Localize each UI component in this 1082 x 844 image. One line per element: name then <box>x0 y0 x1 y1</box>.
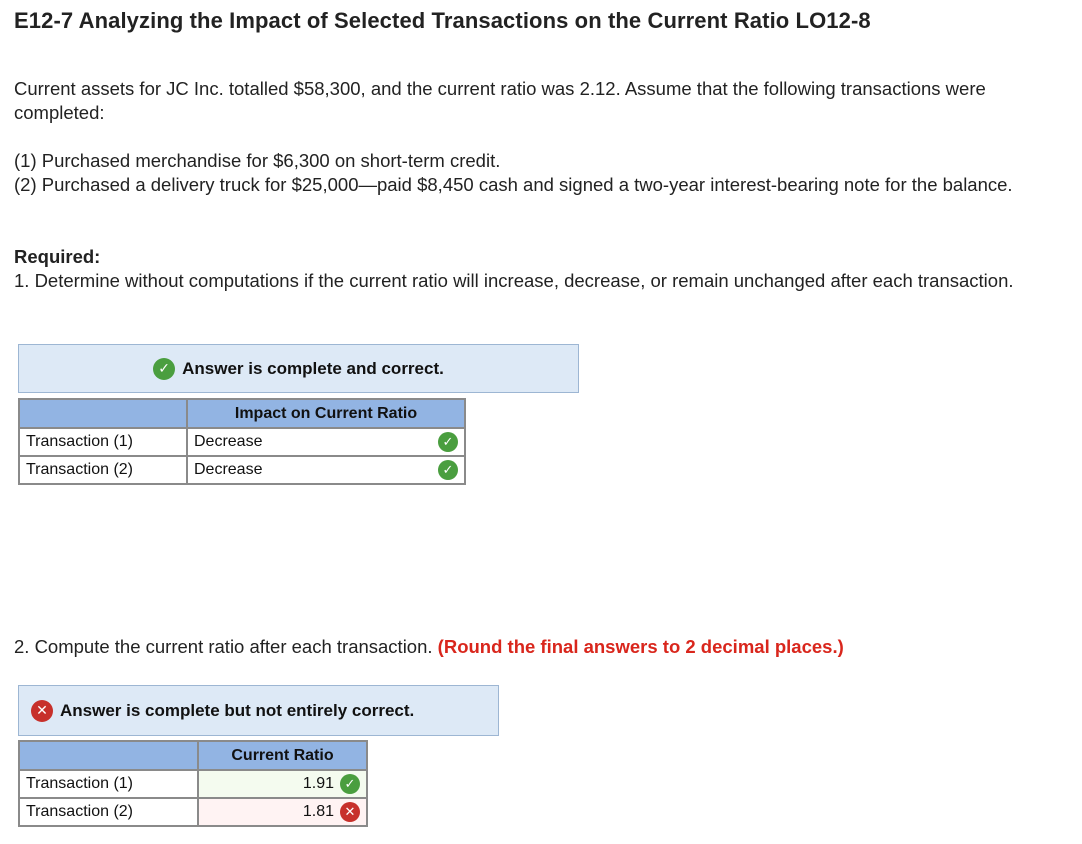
answer-value: 1.91 <box>302 775 334 792</box>
check-circle-icon: ✓ <box>438 460 458 480</box>
row-label: Transaction (1) <box>19 770 198 798</box>
required-heading: Required: <box>14 246 101 267</box>
answer-value: Decrease <box>194 461 263 478</box>
row-label: Transaction (2) <box>19 456 187 484</box>
answer-value: Decrease <box>194 433 263 450</box>
table-header-current-ratio: Current Ratio <box>198 741 367 770</box>
answer-value: 1.81 <box>302 803 334 820</box>
check-circle-icon: ✓ <box>340 774 360 794</box>
impact-answer-cell[interactable] <box>187 456 465 484</box>
check-circle-icon: ✓ <box>153 358 175 380</box>
requirement-2-label: 2. Compute the current ratio after each transaction. <box>14 636 438 657</box>
impact-table <box>18 398 466 485</box>
row-label: Transaction (2) <box>19 798 198 826</box>
row-label: Transaction (1) <box>19 428 187 456</box>
table-row <box>19 798 367 826</box>
table-header-impact: Impact on Current Ratio <box>187 399 465 428</box>
table-header-row <box>19 741 367 770</box>
table-row <box>19 428 465 456</box>
ratio-answer-cell[interactable] <box>198 770 367 798</box>
impact-answer-cell[interactable] <box>187 428 465 456</box>
requirement-1-text: 1. Determine without computations if the current ratio will increase, decrease, or remain unchanged after each transaction. <box>14 270 1014 291</box>
transaction-2-text: (2) Purchased a delivery truck for $25,000—paid $8,450 cash and signed a two-year interest-bearing note for the balance. <box>14 174 1013 195</box>
current-ratio-table <box>18 740 368 827</box>
rounding-note: (Round the final answers to 2 decimal places.) <box>437 636 844 657</box>
table-row <box>19 456 465 484</box>
requirement-2-text <box>14 635 1074 659</box>
result-banner-correct <box>18 344 579 393</box>
table-header-row <box>19 399 465 428</box>
x-circle-icon: ✕ <box>31 700 53 722</box>
result-banner-label: Answer is complete but not entirely correct. <box>60 700 415 720</box>
check-circle-icon: ✓ <box>438 432 458 452</box>
table-header-blank <box>19 399 187 428</box>
x-circle-icon: ✕ <box>340 802 360 822</box>
exercise-title: E12-7 Analyzing the Impact of Selected Transactions on the Current Ratio LO12-8 <box>14 8 871 33</box>
table-row <box>19 770 367 798</box>
ratio-answer-cell[interactable] <box>198 798 367 826</box>
intro-text: Current assets for JC Inc. totalled $58,300, and the current ratio was 2.12. Assume that the following transactions were completed: <box>14 78 986 123</box>
table-header-blank <box>19 741 198 770</box>
result-banner-label: Answer is complete and correct. <box>182 358 444 378</box>
transaction-1-text: (1) Purchased merchandise for $6,300 on short-term credit. <box>14 150 501 171</box>
result-banner-partial <box>18 685 499 736</box>
